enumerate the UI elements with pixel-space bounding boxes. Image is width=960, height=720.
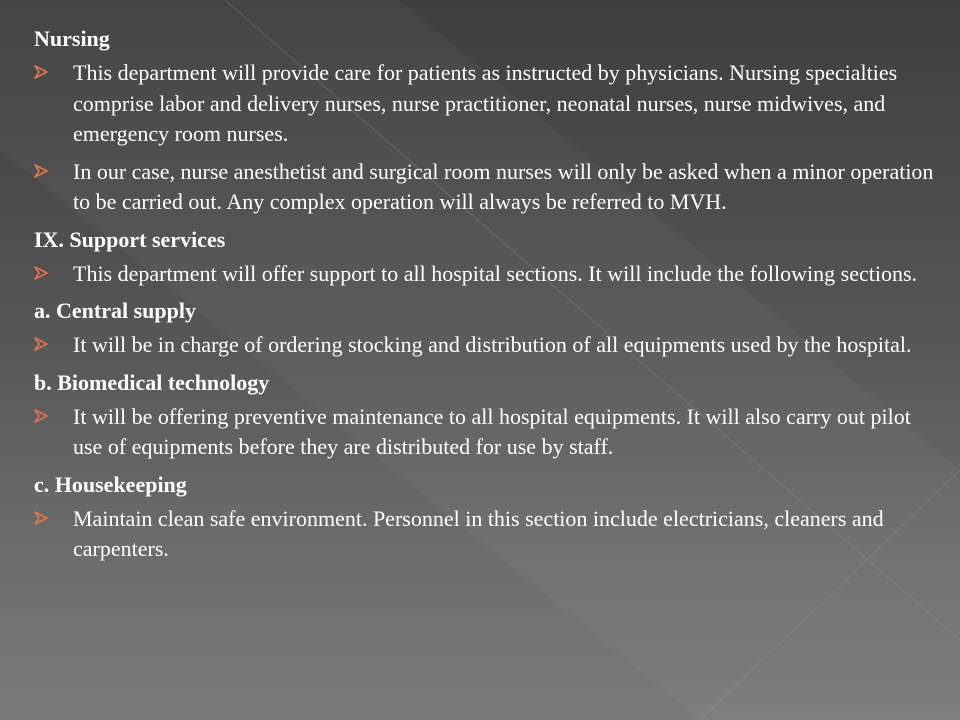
- arrow-bullet-icon: [34, 337, 48, 351]
- bullet-text: It will be in charge of ordering stocking and distribution of all equipments used by the hospital.: [73, 332, 912, 357]
- bullet-item: [34, 330, 939, 361]
- bullet-item: [34, 58, 939, 150]
- section-heading: c. Housekeeping: [34, 471, 187, 497]
- arrow-bullet-icon: [34, 65, 48, 79]
- bullet-item: [34, 402, 939, 463]
- bullet-item: [34, 504, 939, 565]
- bullet-text: In our case, nurse anesthetist and surgical room nurses will only be asked when a minor operation to be carried out. Any complex operation will always be referred to MVH.: [73, 158, 934, 214]
- bullet-item: [34, 157, 939, 218]
- arrow-bullet-icon: [34, 409, 48, 423]
- arrow-bullet-icon: [34, 511, 48, 525]
- bullet-text: It will be offering preventive maintenance to all hospital equipments. It will also carry out pilot use of equipments before they are distributed for use by staff.: [73, 403, 911, 459]
- arrow-bullet-icon: [34, 164, 48, 178]
- section-heading: IX. Support services: [34, 226, 226, 252]
- section-heading: b. Biomedical technology: [34, 369, 270, 395]
- bullet-text: This department will offer support to all hospital sections. It will include the following sections.: [73, 260, 918, 286]
- slide-content: [34, 24, 939, 572]
- bullet-text: This department will provide care for patients as instructed by physicians. Nursing specialties comprise labor and delivery nurses, nurse practitioner, neonatal nurses, nurse midwives, and emergency room nurses.: [73, 60, 898, 146]
- section-heading: Nursing: [34, 26, 110, 51]
- bullet-item: [34, 259, 939, 290]
- arrow-bullet-icon: [34, 266, 48, 280]
- section-heading: a. Central supply: [34, 298, 196, 323]
- bullet-text: Maintain clean safe environment. Personnel in this section include electricians, cleaners and carpenters.: [73, 505, 884, 561]
